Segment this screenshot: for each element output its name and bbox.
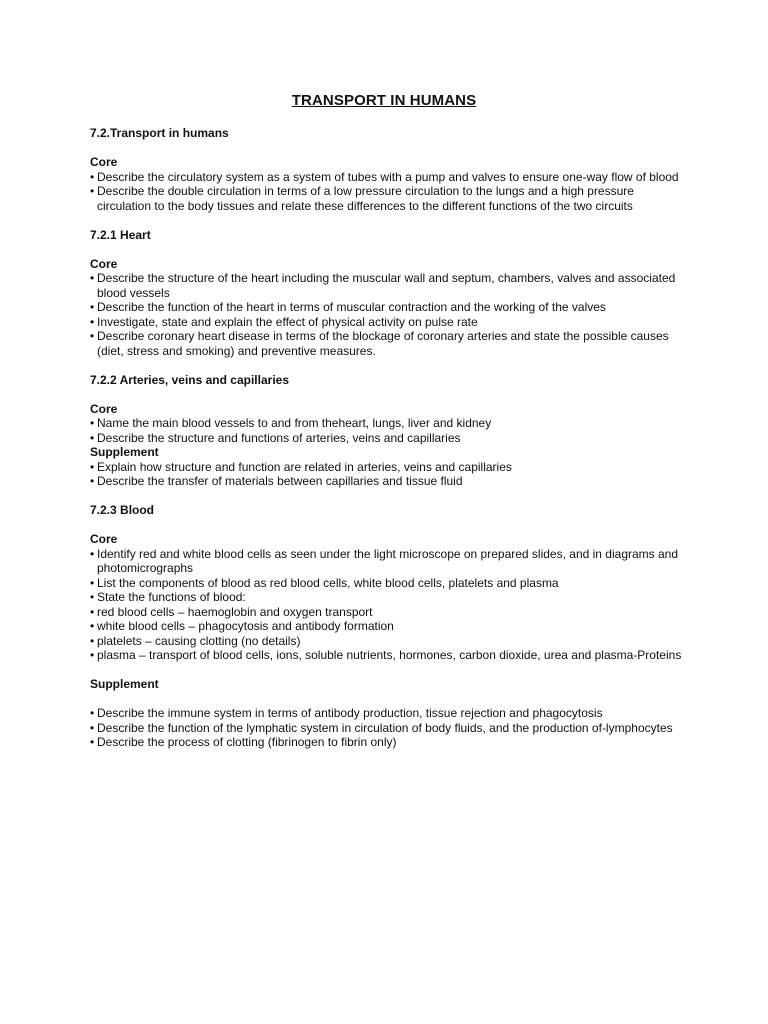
list-item [90,619,690,634]
bullet-list [90,706,690,750]
list-item-text: Describe the process of clotting (fibrinogen to fibrin only) [97,735,397,749]
bullet-list [90,547,690,663]
spacer [90,692,690,707]
list-item [90,170,690,185]
group-label: Core [90,155,118,169]
document-title: TRANSPORT IN HUMANS [291,92,477,109]
bullet-icon: • [90,735,95,749]
bullet-icon: • [90,720,95,735]
list-item-text: white blood cells – phagocytosis and antibody formation [97,619,394,633]
list-item-text: Describe the function of the heart in terms of muscular contraction and the working of the valves [97,300,606,314]
list-item [90,590,690,605]
group-label: Supplement [90,445,159,459]
supplement-group [90,677,690,750]
list-item [90,706,690,721]
bullet-icon: • [90,271,95,285]
group-label: Core [90,256,118,271]
list-item [90,271,690,300]
list-item-text: Describe the double circulation in terms of a low pressure circulation to the lungs and a high pressure circulation to the body tissues and relate these differences to the different functions of the two circuits [97,184,634,213]
list-item-text: Describe the immune system in terms of antibody production, tissue rejection and phagocytosis [97,706,603,720]
list-item [90,300,690,315]
bullet-icon: • [90,706,95,720]
section-blood [90,503,690,750]
bullet-icon: • [90,474,95,488]
core-group [90,257,690,359]
list-item [90,431,690,446]
list-item-text: State the functions of blood: [97,590,246,604]
list-item-text: List the components of blood as red blood cells, white blood cells, platelets and plasma [97,575,559,590]
core-group [90,155,690,213]
list-item [90,721,690,736]
list-item [90,648,690,663]
bullet-icon: • [90,430,95,445]
list-item [90,416,690,431]
list-item-text: Name the main blood vessels to and from theheart, lungs, liver and kidney [97,416,492,430]
core-group [90,402,690,446]
list-item [90,735,690,750]
bullet-list [90,460,690,489]
section-heart [90,228,690,359]
list-item [90,576,690,591]
list-item [90,605,690,620]
group-label: Core [90,532,118,546]
list-item [90,547,690,576]
list-item [90,460,690,475]
section-heading: 7.2.Transport in humans [90,126,229,140]
bullet-icon: • [90,604,95,619]
bullet-list [90,271,690,358]
bullet-icon: • [90,329,95,343]
section-heading: 7.2.1 Heart [90,227,151,242]
list-item [90,634,690,649]
list-item-text: platelets – causing clotting (no details) [97,633,301,648]
core-group [90,532,690,663]
bullet-icon: • [90,633,95,648]
group-label: Supplement [90,677,159,691]
list-item-text: Describe the structure and functions of arteries, veins and capillaries [97,430,461,445]
bullet-list [90,416,690,445]
bullet-icon: • [90,575,95,590]
list-item [90,315,690,330]
section-heading: 7.2.2 Arteries, veins and capillaries [90,372,289,387]
list-item-text: Describe the structure of the heart including the muscular wall and septum, chambers, valves and associated blood vessels [97,271,676,300]
bullet-icon: • [90,314,95,329]
bullet-icon: • [90,169,95,184]
list-item-text: Investigate, state and explain the effect of physical activity on pulse rate [97,314,478,329]
list-item-text: red blood cells – haemoglobin and oxygen transport [97,604,373,619]
section-arteries-veins-capillaries [90,373,690,489]
bullet-icon: • [90,184,95,198]
bullet-icon: • [90,546,95,561]
bullet-icon: • [90,459,95,474]
section-transport-in-humans [90,126,690,213]
bullet-icon: • [90,416,95,430]
list-item [90,474,690,489]
supplement-group [90,445,690,489]
list-item [90,329,690,358]
bullet-icon: • [90,648,95,662]
bullet-icon: • [90,590,95,604]
list-item-text: Describe the function of the lymphatic system in circulation of body fluids, and the production of-lymphocytes [97,720,673,735]
list-item-text: Explain how structure and function are related in arteries, veins and capillaries [97,459,512,474]
document-body [90,126,690,764]
list-item-text: Describe coronary heart disease in terms of the blockage of coronary arteries and state the possible causes (diet, stress and smoking) and preventive measures. [97,329,669,358]
list-item-text: Describe the transfer of materials between capillaries and tissue fluid [97,474,463,488]
list-item-text: Identify red and white blood cells as seen under the light microscope on prepared slides, and in diagrams and photomicrographs [97,546,679,575]
bullet-icon: • [90,300,95,314]
group-label: Core [90,401,118,416]
bullet-list [90,170,690,214]
bullet-icon: • [90,619,95,633]
section-heading: 7.2.3 Blood [90,503,155,517]
list-item [90,184,690,213]
list-item-text: plasma – transport of blood cells, ions, soluble nutrients, hormones, carbon dioxide, urea and plasma-Proteins [97,648,682,662]
list-item-text: Describe the circulatory system as a system of tubes with a pump and valves to ensure one-way flow of blood [97,169,679,184]
